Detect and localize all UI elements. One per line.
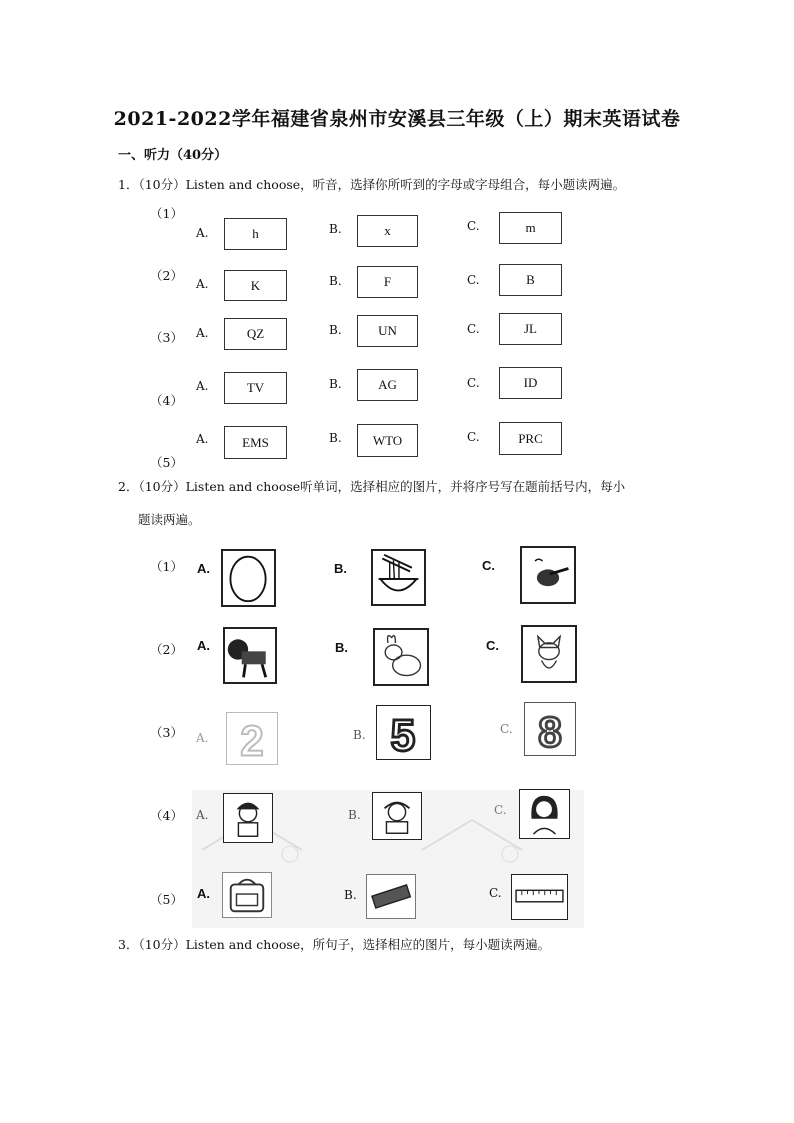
item-number: （4） bbox=[150, 808, 183, 823]
option-label-c: C. bbox=[489, 886, 502, 900]
noodles-bowl-picture bbox=[371, 549, 426, 606]
option-label-c: C. bbox=[467, 376, 480, 390]
digit-eight-glyph: 8 bbox=[538, 708, 562, 755]
option-label-c: C. bbox=[467, 219, 480, 233]
item-number: （5） bbox=[150, 892, 183, 907]
option-box-b: x bbox=[357, 215, 418, 247]
option-label-c: C. bbox=[467, 322, 480, 336]
girl-with-cap-picture bbox=[372, 792, 422, 840]
option-label-a: A. bbox=[196, 326, 209, 340]
option-label-a: A. bbox=[196, 277, 209, 291]
option-label-b: B. bbox=[344, 888, 357, 902]
number-five-picture bbox=[376, 705, 431, 760]
option-label-a: A. bbox=[196, 731, 209, 745]
option-box-c: PRC bbox=[499, 422, 562, 455]
option-box-a: K bbox=[224, 270, 287, 301]
item-number: （4） bbox=[150, 393, 183, 408]
option-box-a: EMS bbox=[224, 426, 287, 459]
schoolbag-picture bbox=[222, 872, 272, 918]
option-box-b: WTO bbox=[357, 424, 418, 457]
option-label-a: A. bbox=[197, 638, 210, 653]
option-box-b: F bbox=[357, 266, 418, 298]
option-box-a: h bbox=[224, 218, 287, 250]
section-heading-listening: 一、听力（40分） bbox=[118, 148, 228, 163]
option-label-c: C. bbox=[500, 722, 513, 736]
option-label-a: A. bbox=[196, 808, 209, 822]
question-2-stem-cont: 题读两遍。 bbox=[138, 512, 201, 527]
option-box-a: QZ bbox=[224, 318, 287, 350]
page-title: 2021-2022学年福建省泉州市安溪县三年级（上）期末英语试卷 bbox=[113, 108, 681, 130]
egg-picture bbox=[221, 549, 276, 607]
digit-five-glyph: 5 bbox=[390, 711, 416, 759]
option-label-a: A. bbox=[197, 561, 210, 576]
girl-picture bbox=[519, 789, 570, 839]
option-box-b: UN bbox=[357, 315, 418, 347]
dumplings-picture bbox=[520, 546, 576, 604]
option-label-b: B. bbox=[329, 222, 342, 236]
pencil-box-picture bbox=[366, 874, 416, 919]
option-label-b: B. bbox=[329, 377, 342, 391]
item-number: （2） bbox=[150, 268, 183, 283]
number-eight-picture bbox=[524, 702, 576, 756]
option-label-b: B. bbox=[335, 640, 348, 655]
rabbit-picture bbox=[373, 628, 429, 686]
option-label-b: B. bbox=[329, 274, 342, 288]
option-box-c: B bbox=[499, 264, 562, 296]
boy-picture bbox=[223, 793, 273, 843]
number-two-picture bbox=[226, 712, 278, 765]
option-box-b: AG bbox=[357, 369, 418, 401]
option-label-c: C. bbox=[486, 638, 499, 653]
option-label-b: B. bbox=[329, 323, 342, 337]
option-label-a: A. bbox=[196, 226, 209, 240]
option-box-c: m bbox=[499, 212, 562, 244]
question-2-stem: 2．（10分）Listen and choose听单词，选择相应的图片，并将序号写在题前括号内，每小 bbox=[118, 479, 626, 494]
lion-picture bbox=[223, 627, 277, 684]
item-number: （1） bbox=[150, 559, 183, 574]
option-label-c: C. bbox=[494, 803, 507, 817]
ruler-picture bbox=[511, 874, 568, 920]
option-label-b: B. bbox=[329, 431, 342, 445]
option-box-c: ID bbox=[499, 367, 562, 399]
digit-two-glyph: 2 bbox=[240, 717, 264, 764]
option-label-b: B. bbox=[348, 808, 361, 822]
item-number: （2） bbox=[150, 642, 183, 657]
option-label-b: B. bbox=[353, 728, 366, 742]
question-3-stem: 3．（10分）Listen and choose，所句子，选择相应的图片，每小题读两遍。 bbox=[118, 937, 551, 952]
item-number: （3） bbox=[150, 330, 183, 345]
option-label-a: A. bbox=[196, 432, 209, 446]
cat-picture bbox=[521, 625, 577, 683]
item-number: （1） bbox=[150, 206, 183, 221]
option-box-c: JL bbox=[499, 313, 562, 345]
question-1-stem: 1．（10分）Listen and choose，听音，选择你所听到的字母或字母组合，每小题读两遍。 bbox=[118, 177, 626, 192]
option-label-b: B. bbox=[334, 561, 347, 576]
item-number: （5） bbox=[150, 455, 183, 470]
option-box-a: TV bbox=[224, 372, 287, 404]
option-label-c: C. bbox=[467, 430, 480, 444]
option-label-a: A. bbox=[197, 886, 210, 901]
option-label-c: C. bbox=[482, 558, 495, 573]
option-label-c: C. bbox=[467, 273, 480, 287]
item-number: （3） bbox=[150, 725, 183, 740]
option-label-a: A. bbox=[196, 379, 209, 393]
